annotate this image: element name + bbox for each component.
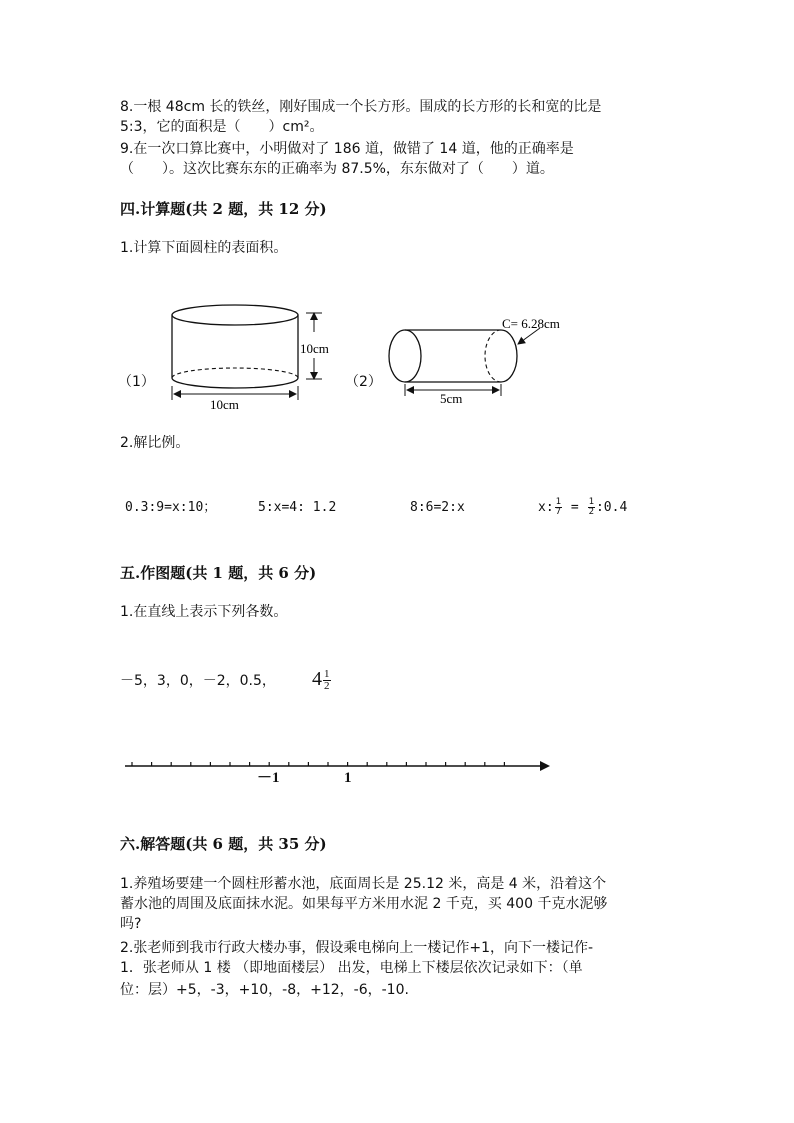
fig1-label: （1）	[118, 374, 155, 390]
section6-title: 六.解答题(共 6 题，共 35 分)	[120, 835, 327, 853]
section6-q2-line3: 位：层）+5，-3，+10，-8，+12，-6，-10.	[120, 982, 409, 998]
fig2-circ-label: C= 6.28cm	[502, 316, 560, 331]
cylinder-1	[172, 305, 329, 412]
section6-q1-line3: 吗?	[120, 916, 142, 932]
tick-label-minus-1: －1	[257, 770, 280, 786]
number-line-arrow	[540, 761, 550, 771]
section5-q1: 1.在直线上表示下列各数。	[120, 604, 288, 620]
equation-4: x: $\frac{1}{7}$ = $\frac{1}{2}$ :0.4	[538, 497, 628, 517]
q8-line1: 8.一根 48cm 长的铁丝，刚好围成一个长方形。围成的长方形的长和宽的比是	[120, 99, 602, 115]
section6-q1-line2: 蓄水池的周围及底面抹水泥。如果每平方米用水泥 2 千克，买 400 千克水泥够	[120, 896, 608, 912]
tick-label-1: 1	[344, 770, 352, 786]
fig2-length-label: 5cm	[440, 391, 463, 406]
section4-q1: 1.计算下面圆柱的表面积。	[120, 240, 288, 256]
section6-q2-line1: 2.张老师到我市行政大楼办事，假设乘电梯向上一楼记作+1，向下一楼记作-	[120, 940, 594, 956]
cylinders-figure	[118, 300, 578, 412]
equation-3: 8:6=2:x	[410, 500, 465, 515]
section4-title: 四.计算题(共 2 题，共 12 分)	[120, 200, 327, 218]
mixed-number: 4 $\frac{1}{2}$	[312, 667, 330, 692]
section4-q2: 2.解比例。	[120, 435, 190, 451]
number-line	[120, 755, 560, 795]
q9-line1: 9.在一次口算比赛中，小明做对了 186 道，做错了 14 道，他的正确率是	[120, 141, 574, 157]
numbers-list: －5，3，0，－2，0.5，	[120, 673, 276, 689]
section6-q2-line2: 1．张老师从 1 楼 （即地面楼层） 出发，电梯上下楼层依次记录如下：（单	[120, 960, 583, 976]
fig1-height-label: 10cm	[300, 341, 329, 356]
section6-q1-line1: 1.养殖场要建一个圆柱形蓄水池，底面周长是 25.12 米，高是 4 米，沿着这个	[120, 876, 607, 892]
equation-2: 5:x=4: 1.2	[258, 500, 337, 515]
q9-line2: （ ）。这次比赛东东的正确率为 87.5%，东东做对了（ ）道。	[120, 161, 554, 177]
equation-1: 0.3:9=x:10；	[125, 500, 217, 515]
fig1-width-label: 10cm	[210, 397, 239, 412]
cylinder-2	[389, 316, 560, 406]
fig2-label: （2）	[345, 374, 382, 390]
q8-line2: 5:3，它的面积是（ ）cm²。	[120, 119, 324, 135]
section5-title: 五.作图题(共 1 题，共 6 分)	[120, 564, 317, 582]
